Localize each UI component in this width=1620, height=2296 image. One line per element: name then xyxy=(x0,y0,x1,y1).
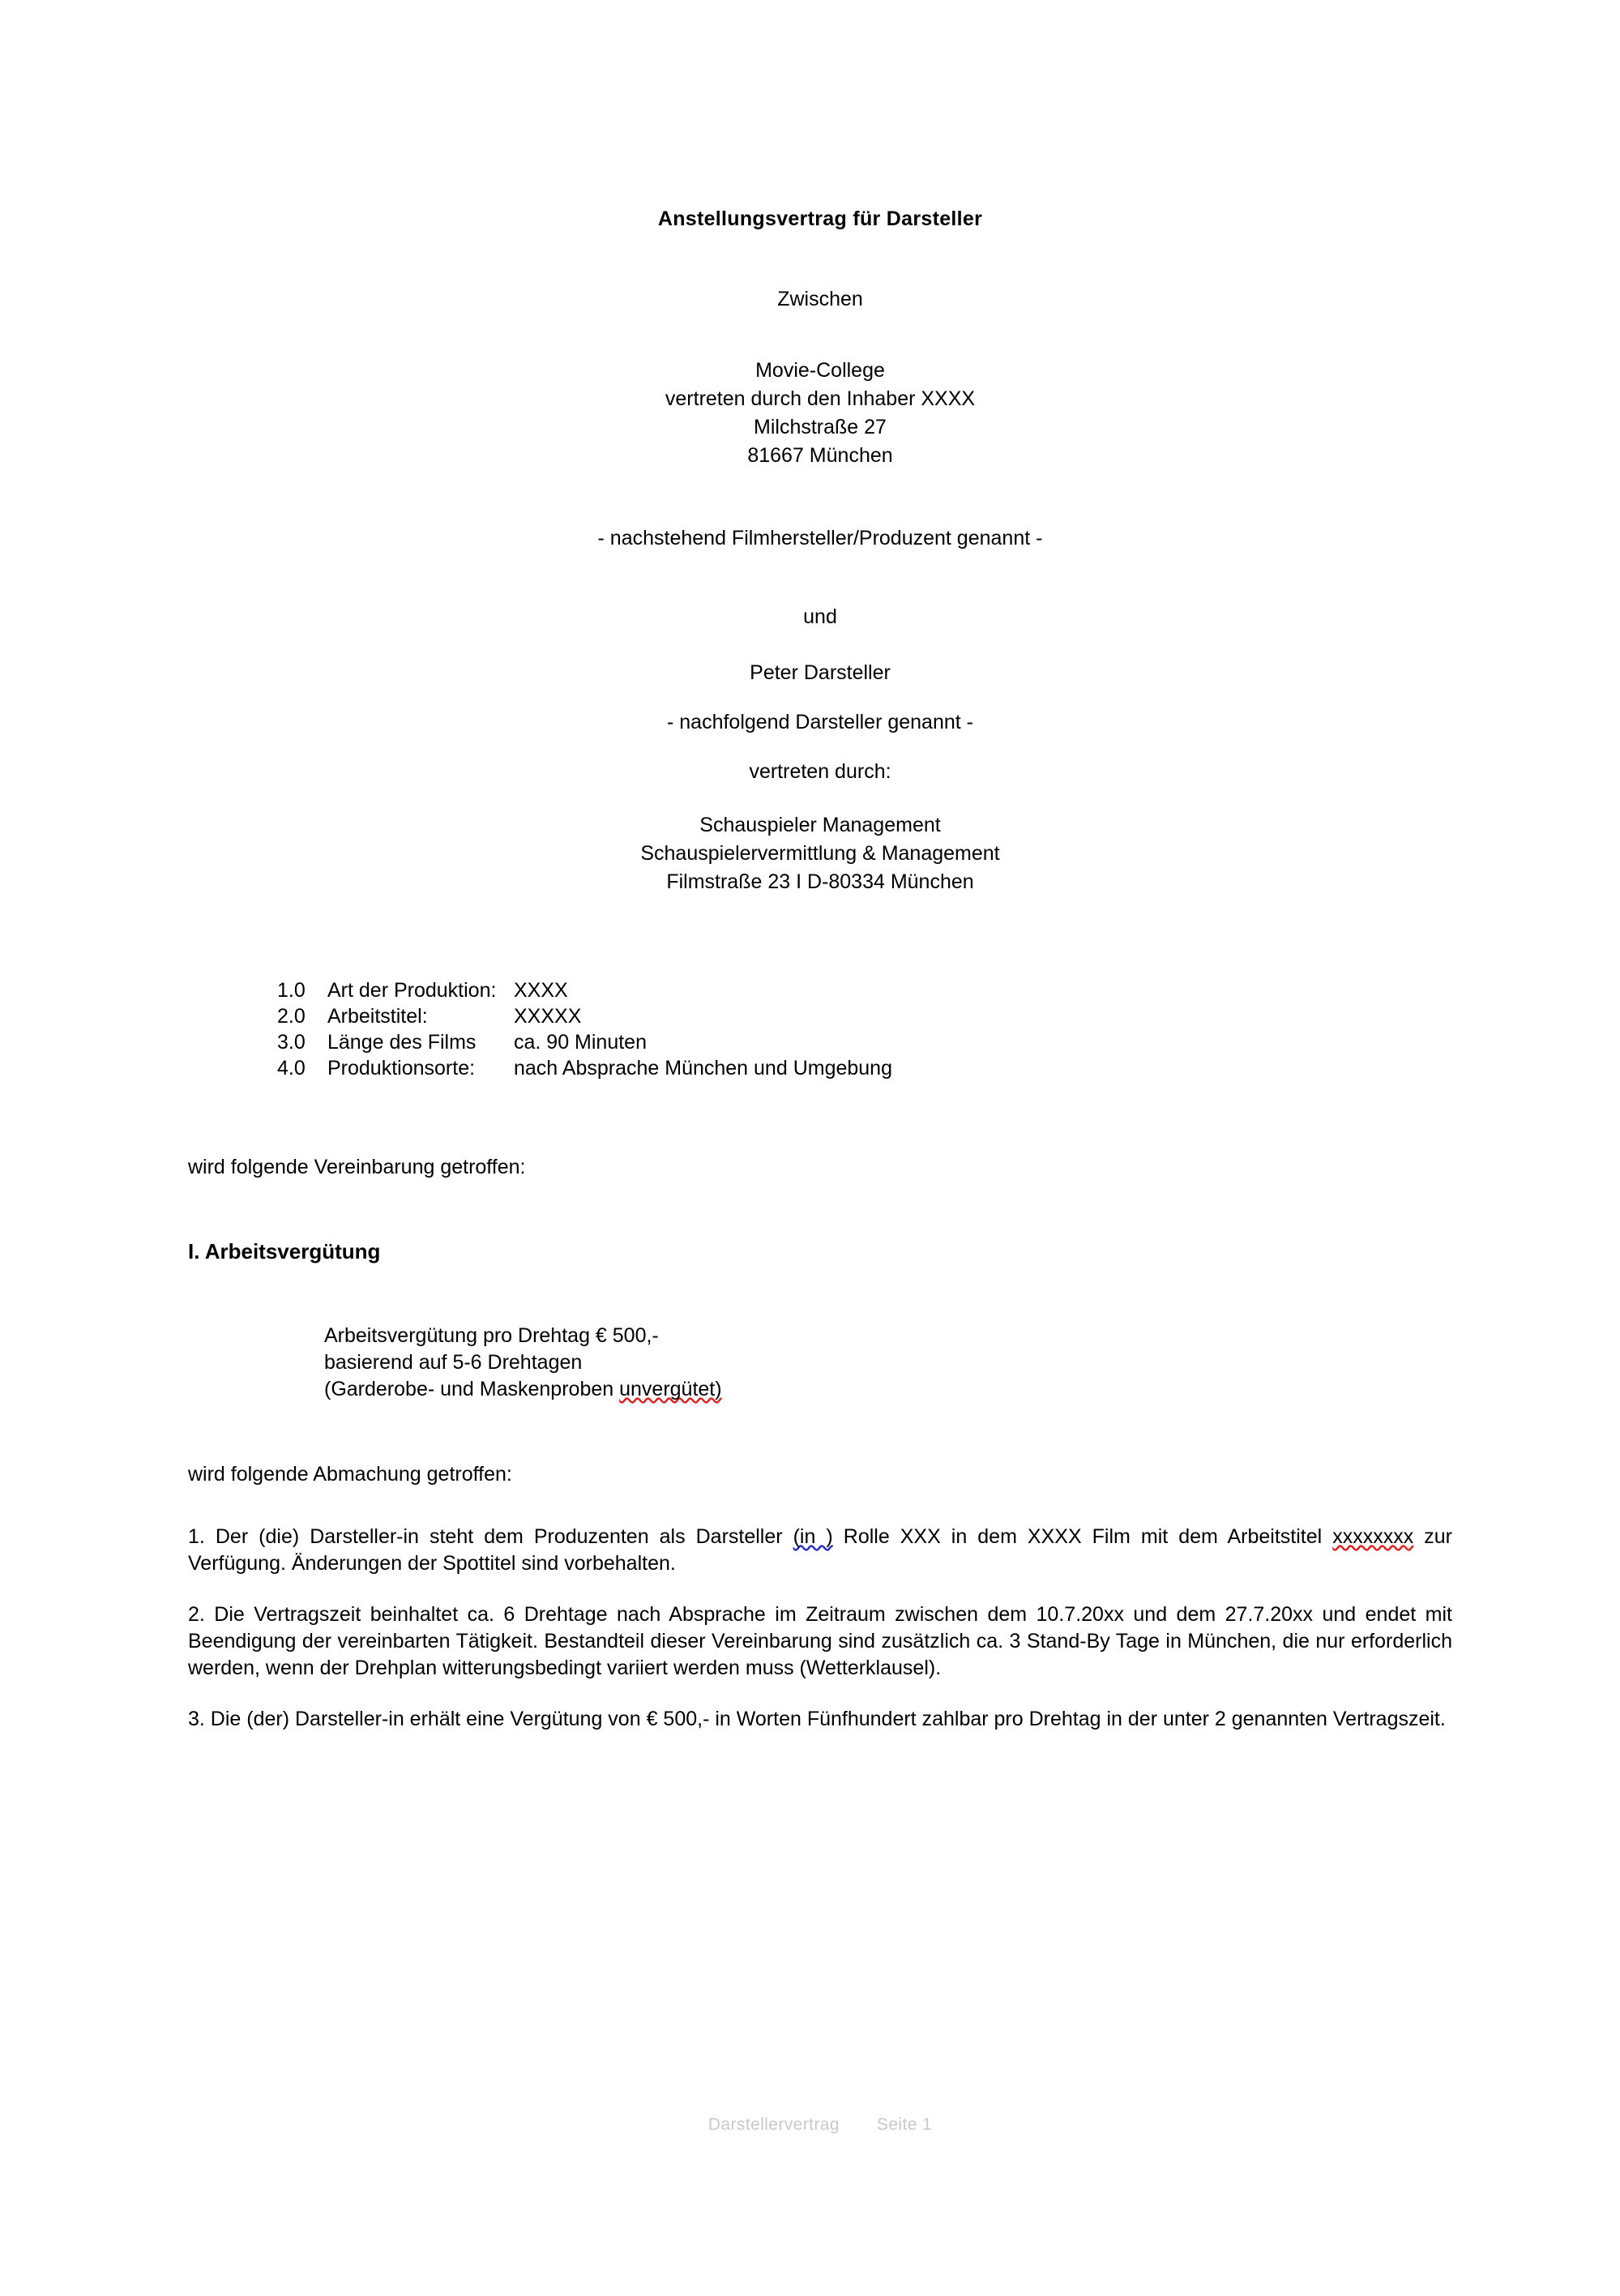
page-footer xyxy=(188,2115,1452,2135)
performer-name: Peter Darsteller xyxy=(750,661,891,684)
production-details-table xyxy=(277,977,892,1081)
producer-street: Milchstraße 27 xyxy=(754,416,887,438)
performer-designation: - nachfolgend Darsteller genannt - xyxy=(666,711,973,733)
fee-line-per-day: Arbeitsvergütung pro Drehtag € 500,- xyxy=(324,1324,659,1347)
agency-name: Schauspieler Management xyxy=(699,814,941,836)
clause-1-part-1: 1. Der (die) Darsteller-in steht dem Produzenten als Darsteller xyxy=(188,1525,793,1548)
between-label: Zwischen xyxy=(777,288,863,310)
clause-1-part-2: Rolle XXX in dem XXXX Film mit dem Arbeitstitel xyxy=(832,1525,1333,1548)
conjunction-und: und xyxy=(803,605,837,628)
agreement-intro: wird folgende Vereinbarung getroffen: xyxy=(188,1156,526,1178)
producer-city: 81667 München xyxy=(747,444,893,467)
detail-value: XXXX xyxy=(514,979,568,1002)
detail-number: 2.0 xyxy=(277,1005,306,1028)
detail-value: ca. 90 Minuten xyxy=(514,1031,647,1054)
fee-line-rehearsals xyxy=(324,1376,1452,1403)
detail-number: 1.0 xyxy=(277,979,306,1002)
footer-doc-name: Darstellervertrag xyxy=(707,2115,840,2134)
producer-designation: - nachstehend Filmhersteller/Produzent genannt - xyxy=(597,527,1043,549)
clause-1-part-3: zur Verfügung. Änderungen der Spottitel sind vorbehalten. xyxy=(188,1525,1452,1575)
table-row xyxy=(277,977,892,1003)
producer-block xyxy=(188,357,1452,470)
agency-block xyxy=(188,811,1452,896)
detail-value: nach Absprache München und Umgebung xyxy=(514,1057,892,1080)
clause-3: 3. Die (der) Darsteller-in erhält eine Vergütung von € 500,- in Worten Fünfhundert zahlbar pro Drehtag in der unter 2 genannten Vertragszeit. xyxy=(188,1708,1446,1730)
agency-subtitle: Schauspielervermittlung & Management xyxy=(640,842,1000,865)
fee-rehearsal-prefix: (Garderobe- und Maskenproben xyxy=(324,1378,620,1400)
grammarcheck-error-in: (in ) xyxy=(793,1525,833,1548)
fee-line-basis: basierend auf 5-6 Drehtagen xyxy=(324,1351,583,1374)
detail-value: XXXXX xyxy=(514,1005,582,1028)
detail-label: Art der Produktion: xyxy=(327,979,497,1002)
table-row xyxy=(277,1003,892,1029)
footer-page-label: Seite 1 xyxy=(876,2115,933,2134)
table-row xyxy=(277,1029,892,1055)
page-content xyxy=(188,0,1452,2296)
spellcheck-error-unverguetet: unvergütet) xyxy=(619,1378,722,1400)
performer-represented-by-label: vertreten durch: xyxy=(749,760,891,783)
producer-represented-by: vertreten durch den Inhaber XXXX xyxy=(665,387,976,410)
detail-number: 3.0 xyxy=(277,1031,306,1054)
detail-label: Arbeitstitel: xyxy=(327,1005,428,1028)
table-row xyxy=(277,1055,892,1081)
fee-block xyxy=(324,1323,1452,1403)
agency-address: Filmstraße 23 I D-80334 München xyxy=(666,870,974,893)
arrangement-intro: wird folgende Abmachung getroffen: xyxy=(188,1463,512,1486)
detail-label: Produktionsorte: xyxy=(327,1057,476,1080)
clause-1 xyxy=(188,1524,1452,1577)
detail-number: 4.0 xyxy=(277,1057,306,1080)
section-heading-arbeitsverguetung: I. Arbeitsvergütung xyxy=(188,1239,381,1263)
detail-label: Länge des Films xyxy=(327,1031,477,1054)
spellcheck-error-arbeitstitel: xxxxxxxx xyxy=(1332,1525,1414,1548)
clause-2: 2. Die Vertragszeit beinhaltet ca. 6 Drehtage nach Absprache im Zeitraum zwischen dem 10.7.20xx und dem 27.7.20xx und endet mit Beendigung der vereinbarten Tätigkeit. Bestandteil dieser Vereinbarung sind zusätzlich ca. 3 Stand-By Tage in München, die nur erforderlich werden, wenn der Drehplan witterungsbedingt variiert werden muss (Wetterklausel). xyxy=(188,1603,1452,1679)
page-title: Anstellungsvertrag für Darsteller xyxy=(657,207,983,230)
producer-name: Movie-College xyxy=(755,359,885,382)
